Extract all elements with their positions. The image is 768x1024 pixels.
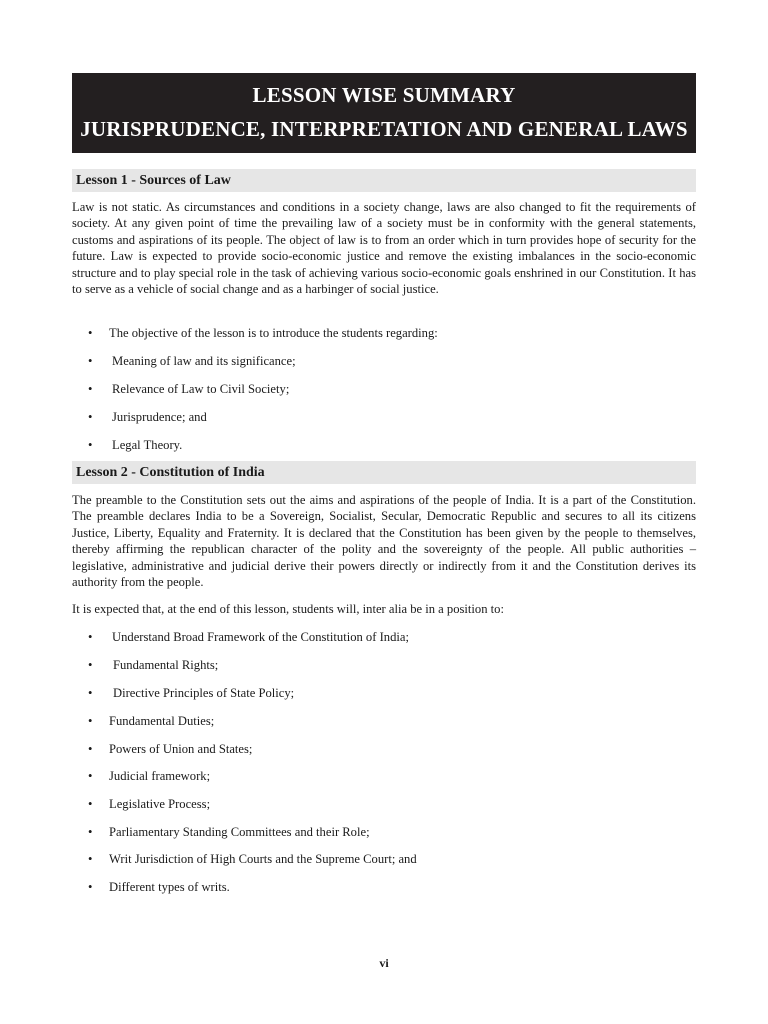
title-banner bbox=[72, 73, 696, 153]
bullet-icon: • bbox=[88, 686, 93, 700]
bullet-icon: • bbox=[88, 410, 93, 424]
bullet-icon: • bbox=[88, 852, 93, 866]
bullet-icon: • bbox=[88, 880, 93, 894]
page-number: vi bbox=[379, 956, 389, 970]
bullet-icon: • bbox=[88, 742, 93, 756]
bullet-icon: • bbox=[88, 382, 93, 396]
bullet-icon: • bbox=[88, 825, 93, 839]
lesson-2-paragraph: The preamble to the Constitution sets out the aims and aspirations of the people of India. It is a part of the Constitution. The preamble declares India to be a Sovereign, Socialist, Secular, Democratic Republic and secures to all its citizens Justice, Liberty, Equality and Fraternity. It is declared that the Constitution has been given by the people to themselves, thereby affirming the republican character of the polity and the sovereignty of the people. All public authorities – legislative, administrative and judicial derive their powers directly or indirectly from it and the Constitution derives its authority from the people. bbox=[72, 493, 696, 590]
bullet-icon: • bbox=[88, 438, 93, 452]
lesson-1-paragraph: Law is not static. As circumstances and conditions in a society change, laws are also changed to fit the requirements of society. At any given point of time the prevailing law of a society must be in conformity with the general statements, customs and aspirations of its people. The object of law is to from an order which in turn provides hope of security for the future. Law is expected to provide socio-economic justice and remove the existing imbalances in the socio-economic structure and to play special role in the task of achieving various socio-economic goals enshrined in our Constitution. It has to serve as a vehicle of social change and as a harbinger of social justice. bbox=[72, 200, 696, 297]
bullet-icon: • bbox=[88, 326, 93, 340]
document-title: LESSON WISE SUMMARY bbox=[252, 83, 516, 107]
bullet-icon: • bbox=[88, 658, 93, 672]
lesson-1-heading: Lesson 1 - Sources of Law bbox=[72, 169, 696, 192]
bullet-icon: • bbox=[88, 797, 93, 811]
bullet-icon: • bbox=[88, 769, 93, 783]
bullet-icon: • bbox=[88, 354, 93, 368]
document-subtitle: JURISPRUDENCE, INTERPRETATION AND GENERAL LAWS bbox=[80, 117, 688, 141]
bullet-icon: • bbox=[88, 714, 93, 728]
lesson-2-intro: It is expected that, at the end of this lesson, students will, inter alia be in a position to: bbox=[72, 602, 504, 616]
bullet-icon: • bbox=[88, 630, 93, 644]
lesson-2-heading: Lesson 2 - Constitution of India bbox=[72, 461, 696, 484]
